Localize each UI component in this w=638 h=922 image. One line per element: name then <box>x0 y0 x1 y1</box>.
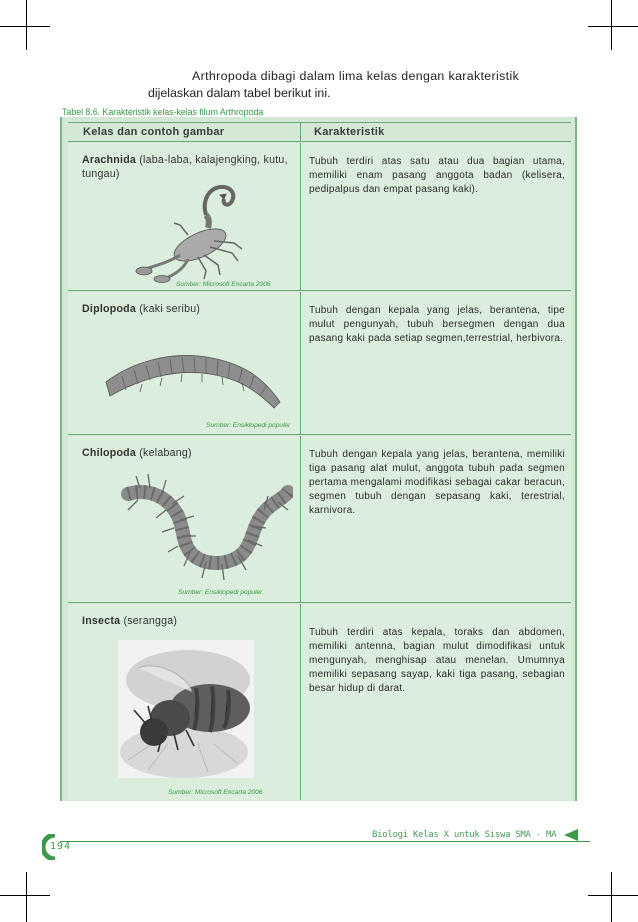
scorpion-image <box>128 183 298 283</box>
image-source: Sumber: Ensiklopedi populer <box>178 589 263 596</box>
intro-line-2: dijelaskan dalam tabel berikut ini. <box>148 86 331 100</box>
class-example: (laba-laba, kalajengking, kutu, tungau) <box>82 154 288 180</box>
characteristics-cell: Tubuh dengan kepala yang jelas, berantena, memiliki tiga pasang alat mulut, anggota tubuh pada segmen pertama mengalami modifikasi sebagai cakar beracun, segmen tubuh dengan sepasang kaki, terestrial, karnivora. <box>309 449 565 516</box>
class-name: Diplopoda <box>82 303 137 315</box>
row-divider <box>300 143 301 291</box>
centipede-image <box>118 466 293 586</box>
page-number: 194 <box>50 841 72 852</box>
footer-arrow-icon <box>564 829 578 841</box>
class-cell <box>82 446 292 460</box>
crop-mark-bl-h <box>0 895 50 896</box>
crop-mark-tl-v <box>26 0 27 50</box>
table-row-insecta <box>68 604 571 800</box>
crop-mark-tr-v <box>611 0 612 50</box>
row-divider <box>300 292 301 435</box>
table-caption: Tabel 8.6. Karakteristik kelas-kelas filum Arthropoda <box>62 107 264 117</box>
crop-mark-br-v <box>611 872 612 922</box>
table-row-diplopoda <box>68 292 571 435</box>
intro-paragraph <box>148 68 598 102</box>
intro-line-1: Arthropoda dibagi dalam lima kelas dengan karakteristik <box>192 69 520 83</box>
class-example: (kaki seribu) <box>139 303 201 315</box>
image-source: Sumber: Microsoft Encarta 2006 <box>168 789 263 796</box>
row-bottom-line <box>68 602 571 603</box>
class-cell <box>82 153 292 181</box>
header-class: Kelas dan contoh gambar <box>83 126 225 138</box>
class-example: (serangga) <box>123 615 178 627</box>
header-divider <box>300 123 301 141</box>
millipede-image <box>102 320 292 420</box>
header-characteristics: Karakteristik <box>314 126 385 138</box>
row-divider <box>300 436 301 603</box>
class-cell <box>82 302 292 316</box>
row-divider <box>300 604 301 800</box>
image-source: Sumber: Ensiklopedi populer <box>206 422 291 429</box>
characteristics-cell: Tubuh dengan kepala yang jelas, berantena, tipe mulut pengunyah, tubuh bersegmen dengan dua pasang kaki pada setiap segmen,terrestrial, herbivora. <box>309 305 565 344</box>
table-header <box>68 122 571 142</box>
characteristics-cell: Tubuh terdiri atas kepala, toraks dan abdomen, memiliki antenna, bagian mulut dimodifikasi untuk mengunyah, menghisap atau menelan. Umumnya memiliki sepasang sayap, kaki tiga pasang, sebagian besar hidup di darat. <box>309 627 565 694</box>
bee-image <box>118 640 254 778</box>
table-row-chilopoda <box>68 436 571 603</box>
image-source: Sumber: Microsoft Encarta 2006 <box>176 281 271 288</box>
arthropoda-table <box>60 117 577 801</box>
table-row-arachnida <box>68 143 571 291</box>
row-bottom-line <box>68 434 571 435</box>
crop-mark-bl-v <box>26 872 27 922</box>
footer-line <box>60 841 590 842</box>
crop-mark-br-h <box>588 895 638 896</box>
crop-mark-tr-h <box>588 26 638 27</box>
characteristics-cell: Tubuh terdiri atas satu atau dua bagian utama, memiliki enam pasang anggota badan (kelisera, pedipalpus dan empat pasang kaki). <box>309 156 565 195</box>
class-name: Arachnida <box>82 154 137 166</box>
crop-mark-tl-h <box>0 26 50 27</box>
class-name: Insecta <box>82 615 121 627</box>
class-name: Chilopoda <box>82 447 137 459</box>
class-example: (kelabang) <box>139 447 192 459</box>
book-title: Biologi Kelas X untuk Siswa SMA - MA <box>372 830 557 840</box>
row-bottom-line <box>68 290 571 291</box>
class-cell <box>82 614 292 628</box>
